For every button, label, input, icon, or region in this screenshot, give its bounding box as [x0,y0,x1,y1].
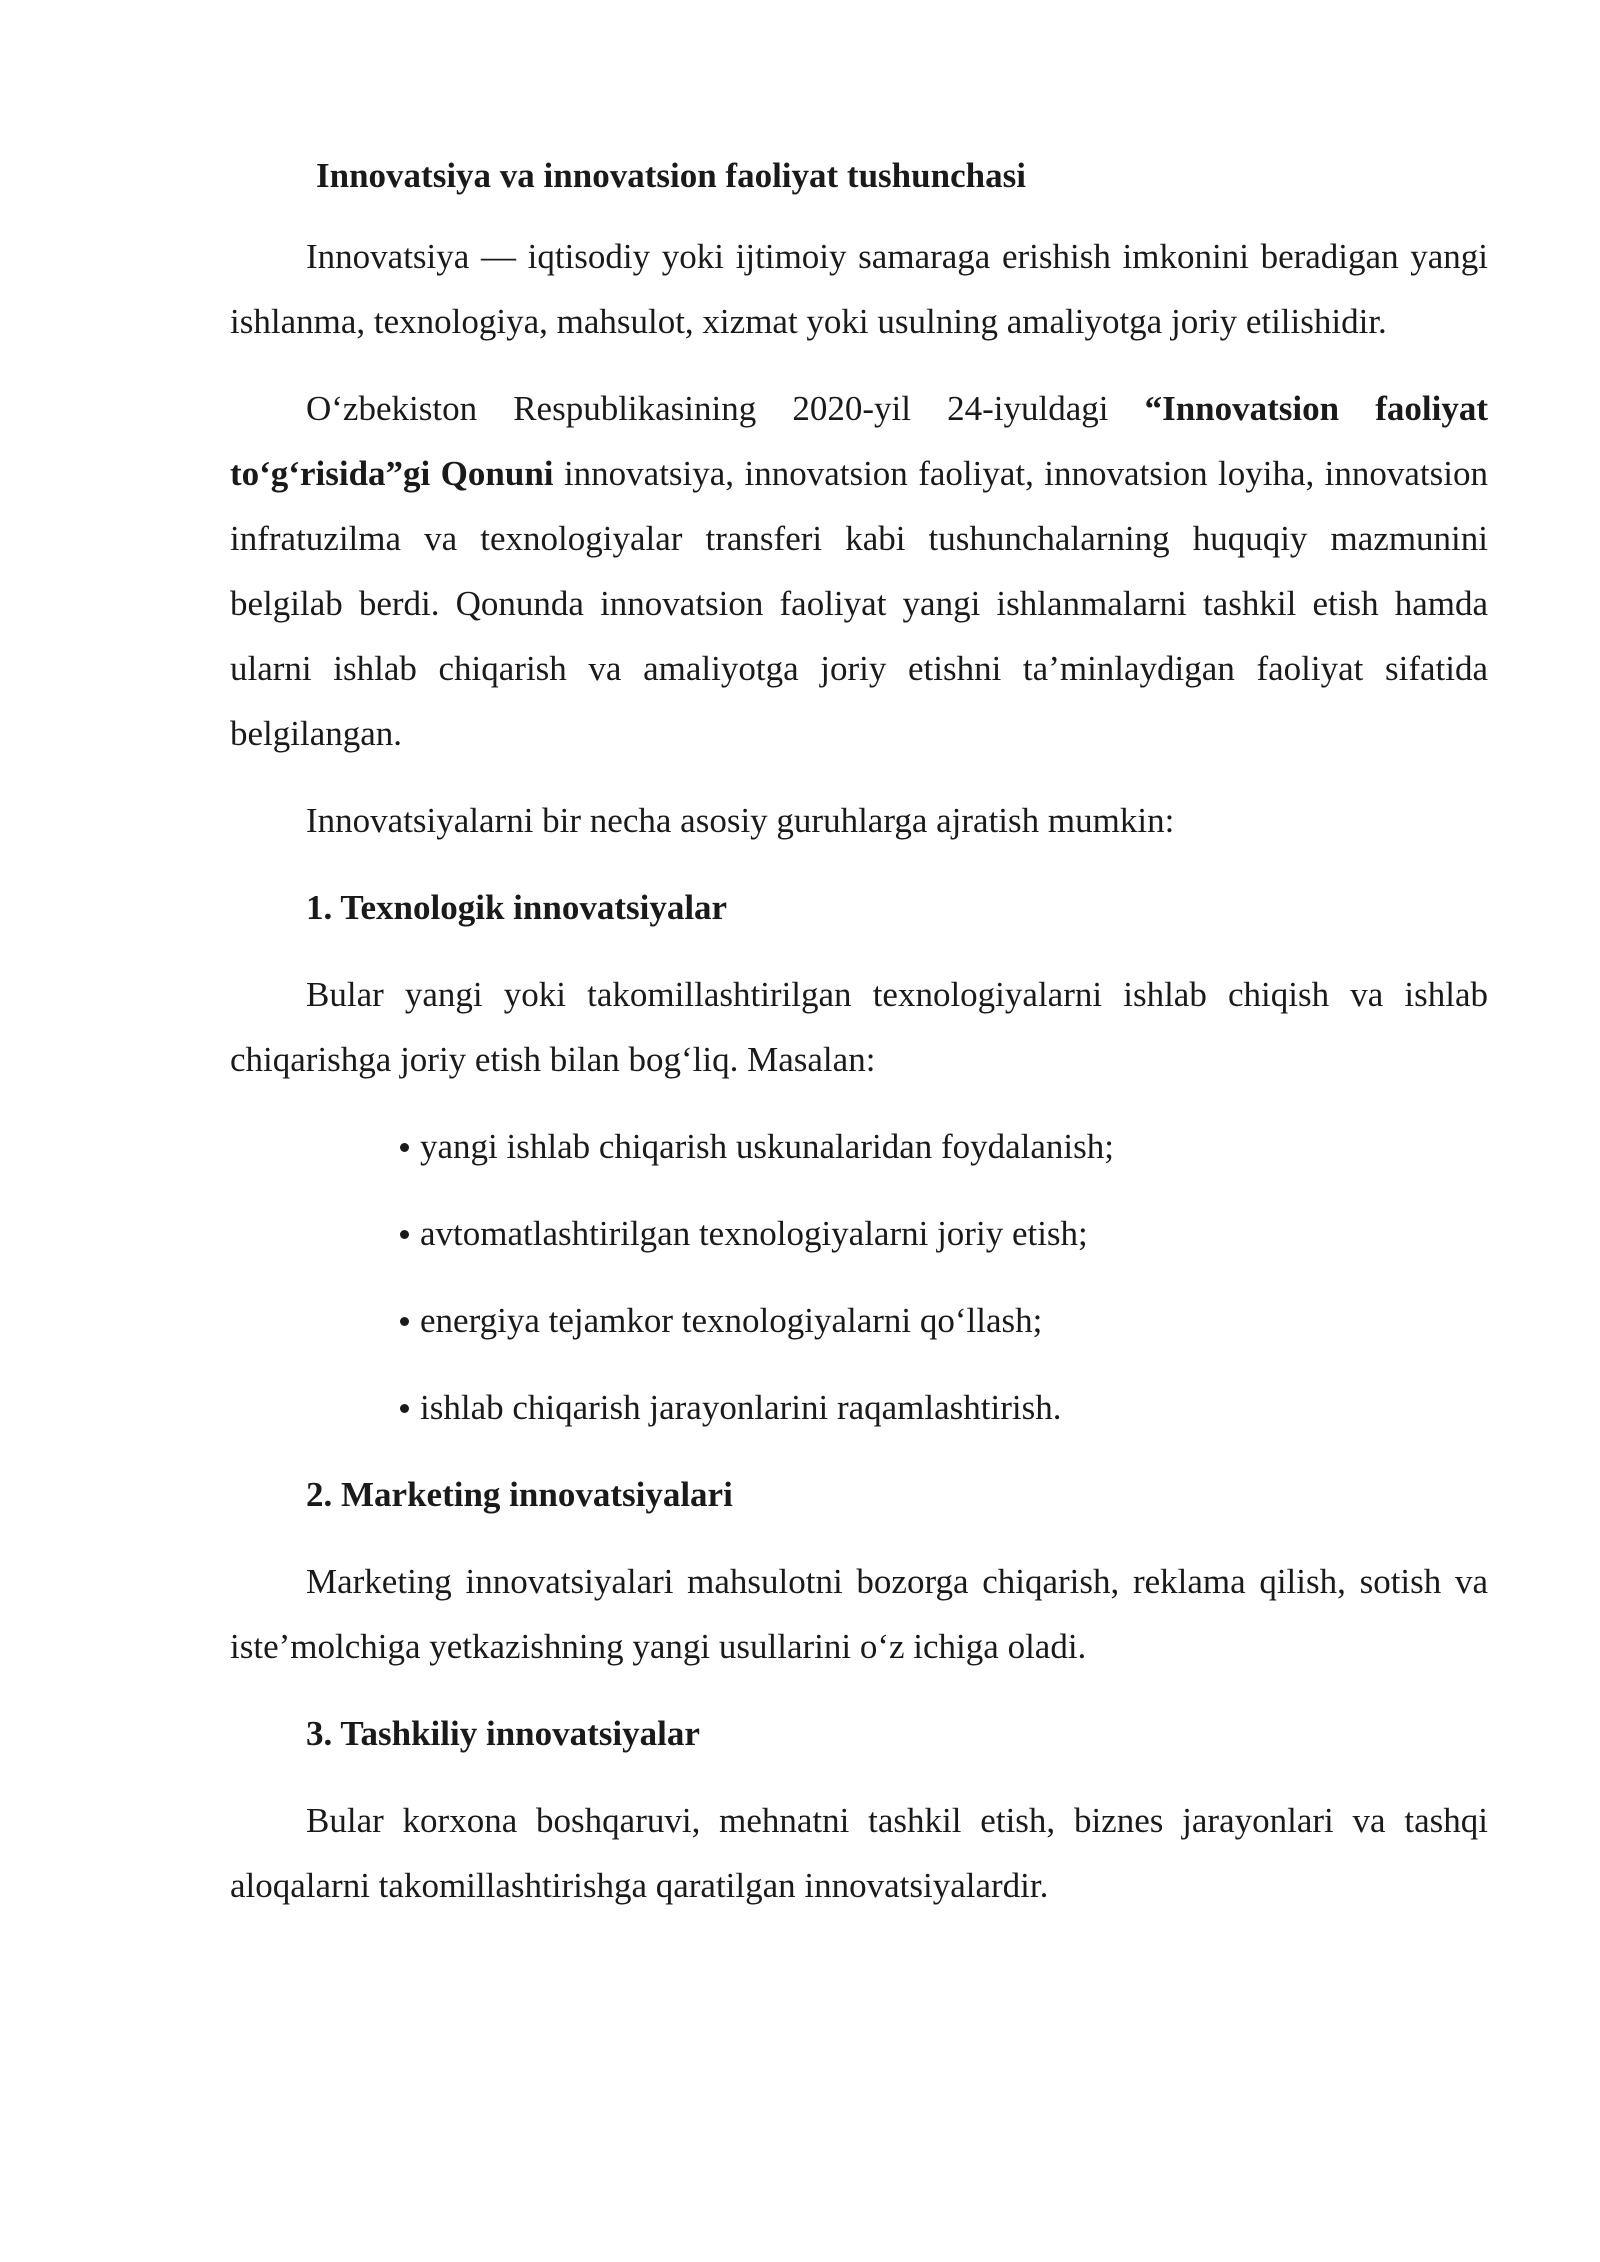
section-heading-marketing: 2. Marketing innovatsiyalari [306,1475,733,1514]
list-item-text: yangi ishlab chiqarish uskunalaridan foydalanish; [420,1127,1115,1166]
list-item [400,1201,1488,1266]
bullet-icon [400,1230,409,1239]
law-text-before: O‘zbekiston Respublikasining 2020-yil 24-iyuldagi [306,389,1145,428]
bullet-icon [400,1317,409,1326]
section-heading-organizational: 3. Tashkiliy innovatsiyalar [306,1714,700,1753]
paragraph-technological: Bular yangi yoki takomillashtirilgan texnologiyalarni ishlab chiqish va ishlab chiqarishga joriy etish bilan bog‘liq. Masalan: [230,975,1488,1079]
list-item [400,1288,1488,1353]
paragraph-marketing: Marketing innovatsiyalari mahsulotni bozorga chiqarish, reklama qilish, sotish va iste’molchiga yetkazishning yangi usullarini o‘z ichiga oladi. [230,1562,1488,1666]
list-item [400,1114,1488,1179]
law-title: “Innovatsion faoliyat to‘g‘risida”gi Qonuni [230,389,1488,493]
bullet-icon [400,1404,409,1413]
list-item [400,1375,1488,1440]
list-item-text: avtomatlashtirilgan texnologiyalarni joriy etish; [420,1214,1088,1253]
document-title: Innovatsiya va innovatsion faoliyat tushunchasi [316,156,1026,195]
bullet-list-technological [230,1114,1488,1440]
paragraph-law [230,376,1488,766]
list-item-text: energiya tejamkor texnologiyalarni qo‘llash; [420,1301,1043,1340]
list-item-text: ishlab chiqarish jarayonlarini raqamlashtirish. [420,1388,1062,1427]
document-body [230,150,1488,1940]
bullet-icon [400,1143,409,1152]
paragraph-organizational: Bular korxona boshqaruvi, mehnatni tashkil etish, biznes jarayonlari va tashqi aloqalarni takomillashtirishga qaratilgan innovatsiyalardir. [230,1801,1488,1905]
paragraph-groups-intro: Innovatsiyalarni bir necha asosiy guruhlarga ajratish mumkin: [306,801,1175,840]
paragraph-definition: Innovatsiya — iqtisodiy yoki ijtimoiy samaraga erishish imkonini beradigan yangi ishlanma, texnologiya, mahsulot, xizmat yoki usulning amaliyotga joriy etilishidir. [230,237,1488,341]
section-heading-technological: 1. Texnologik innovatsiyalar [306,888,728,927]
law-text-after: innovatsiya, innovatsion faoliyat, innovatsion loyiha, innovatsion infratuzilma va texnologiyalar transferi kabi tushunchalarning huquqiy mazmunini belgilab berdi. Qonunda innovatsion faoliyat yangi ishlanmalarni tashkil etish hamda ularni ishlab chiqarish va amaliyotga joriy etishni ta’minlaydigan faoliyat sifatida belgilangan. [230,454,1488,753]
